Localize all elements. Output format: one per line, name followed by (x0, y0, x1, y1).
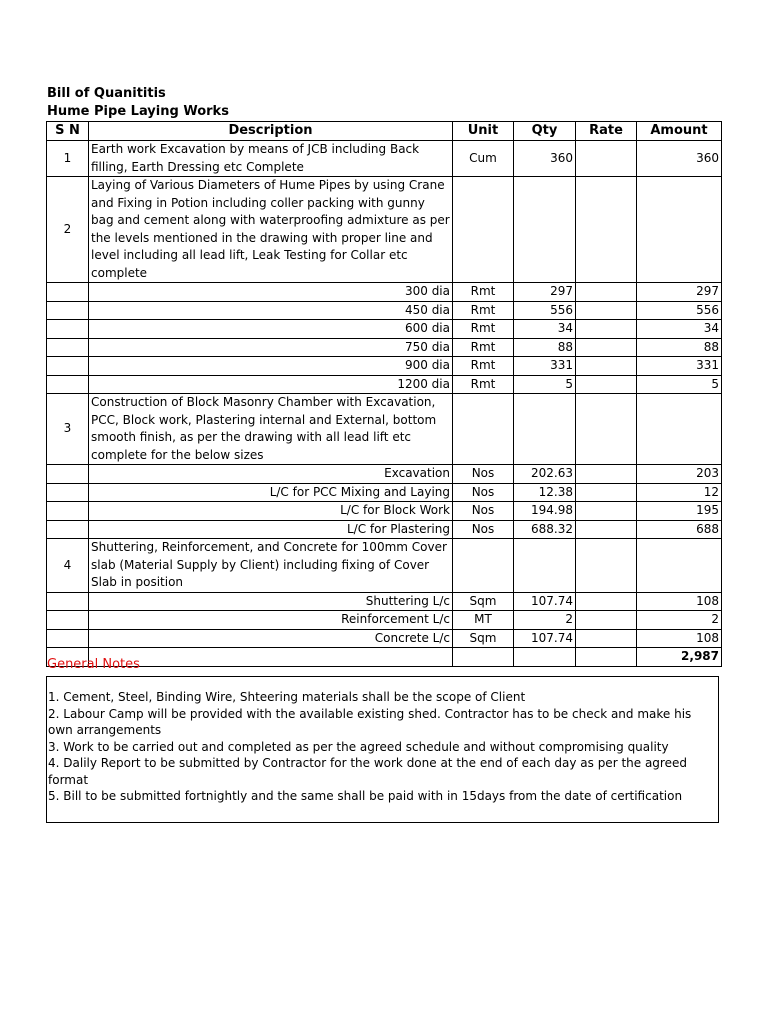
cell-unit: Rmt (453, 320, 514, 339)
cell-unit (453, 539, 514, 593)
cell-rate (576, 539, 637, 593)
table-row (47, 338, 722, 357)
cell-description: Earth work Excavation by means of JCB including Back filling, Earth Dressing etc Complete (89, 141, 453, 177)
table-row (47, 375, 722, 394)
cell-sn (47, 283, 89, 302)
note-item: 1. Cement, Steel, Binding Wire, Shteering materials shall be the scope of Client (48, 690, 526, 704)
cell-sn (47, 520, 89, 539)
cell-unit: Rmt (453, 375, 514, 394)
note-item: 5. Bill to be submitted fortnightly and the same shall be paid with in 15days from the date of certification (48, 789, 683, 803)
cell-sn (47, 375, 89, 394)
cell-rate (576, 520, 637, 539)
cell-unit (453, 177, 514, 283)
table-row (47, 320, 722, 339)
cell-sn (47, 502, 89, 521)
cell-sn: 1 (47, 141, 89, 177)
cell-rate (576, 177, 637, 283)
cell-amount: 297 (637, 283, 722, 302)
column-header-rate: Rate (576, 122, 637, 141)
cell-description: 600 dia (89, 320, 453, 339)
table-row (47, 177, 722, 283)
cell-qty (514, 177, 576, 283)
cell-unit: Sqm (453, 592, 514, 611)
table-row (47, 465, 722, 484)
column-header-sn: S N (47, 122, 89, 141)
cell-description: Reinforcement L/c (89, 611, 453, 630)
table-row (47, 301, 722, 320)
table-header-row (47, 122, 722, 141)
cell-sn (47, 320, 89, 339)
cell-unit: Nos (453, 483, 514, 502)
cell-amount: 88 (637, 338, 722, 357)
cell-sn (47, 338, 89, 357)
table-row (47, 502, 722, 521)
column-header-description: Description (89, 122, 453, 141)
cell-rate (576, 502, 637, 521)
cell-sn (47, 592, 89, 611)
cell-amount: 331 (637, 357, 722, 376)
cell-sn: 2 (47, 177, 89, 283)
cell-amount: 360 (637, 141, 722, 177)
cell-qty: 331 (514, 357, 576, 376)
cell-qty: 5 (514, 375, 576, 394)
table-row (47, 629, 722, 648)
cell-sn (47, 629, 89, 648)
cell-description: 450 dia (89, 301, 453, 320)
cell-sn (47, 301, 89, 320)
column-header-unit: Unit (453, 122, 514, 141)
table-row (47, 357, 722, 376)
cell-unit: Rmt (453, 357, 514, 376)
cell-qty: 107.74 (514, 592, 576, 611)
cell-rate (576, 141, 637, 177)
cell-unit: Sqm (453, 629, 514, 648)
note-item: 2. Labour Camp will be provided with the available existing shed. Contractor has to be check and make his own arrangements (48, 706, 692, 737)
cell-qty: 34 (514, 320, 576, 339)
column-header-qty: Qty (514, 122, 576, 141)
cell-rate (576, 483, 637, 502)
cell-rate (576, 357, 637, 376)
cell-unit: MT (453, 611, 514, 630)
cell-description: 300 dia (89, 283, 453, 302)
table-row (47, 520, 722, 539)
cell-description: L/C for Block Work (89, 502, 453, 521)
cell-unit: Cum (453, 141, 514, 177)
cell-amount: 108 (637, 592, 722, 611)
cell-qty: 297 (514, 283, 576, 302)
cell-rate (576, 338, 637, 357)
cell-amount: 5 (637, 375, 722, 394)
cell-qty: 202.63 (514, 465, 576, 484)
cell-amount: 195 (637, 502, 722, 521)
cell-description: Construction of Block Masonry Chamber with Excavation, PCC, Block work, Plastering internal and External, bottom smooth finish, as per the drawing with all lead lift etc complete for the below sizes (89, 394, 453, 465)
cell-qty: 360 (514, 141, 576, 177)
table-row (47, 539, 722, 593)
cell-unit (453, 648, 514, 667)
cell-unit: Rmt (453, 301, 514, 320)
cell-rate (576, 394, 637, 465)
cell-amount: 12 (637, 483, 722, 502)
cell-rate (576, 611, 637, 630)
cell-sn (47, 483, 89, 502)
cell-description: 900 dia (89, 357, 453, 376)
cell-rate (576, 301, 637, 320)
cell-rate (576, 592, 637, 611)
cell-amount: 34 (637, 320, 722, 339)
cell-unit: Nos (453, 465, 514, 484)
general-notes-box (46, 676, 719, 823)
cell-amount (637, 394, 722, 465)
cell-amount: 203 (637, 465, 722, 484)
cell-unit: Rmt (453, 283, 514, 302)
table-row (47, 592, 722, 611)
table-row (47, 394, 722, 465)
cell-sn (47, 465, 89, 484)
table-row-empty (47, 648, 722, 667)
table-row (47, 283, 722, 302)
cell-rate (576, 283, 637, 302)
cell-qty: 107.74 (514, 629, 576, 648)
cell-amount: 2 (637, 611, 722, 630)
cell-description: Shuttering, Reinforcement, and Concrete for 100mm Cover slab (Material Supply by Client) including fixing of Cover Slab in position (89, 539, 453, 593)
total-amount: 2,987 (637, 648, 722, 667)
cell-unit (453, 394, 514, 465)
cell-qty: 556 (514, 301, 576, 320)
cell-qty: 88 (514, 338, 576, 357)
cell-qty: 2 (514, 611, 576, 630)
document-title: Bill of Quanititis (47, 86, 166, 101)
cell-description (89, 648, 453, 667)
cell-qty: 688.32 (514, 520, 576, 539)
table-row (47, 141, 722, 177)
cell-qty (514, 539, 576, 593)
cell-description: Shuttering L/c (89, 592, 453, 611)
cell-sn: 3 (47, 394, 89, 465)
cell-amount: 688 (637, 520, 722, 539)
cell-sn: 4 (47, 539, 89, 593)
cell-amount (637, 177, 722, 283)
cell-description: L/C for Plastering (89, 520, 453, 539)
cell-unit: Nos (453, 520, 514, 539)
column-header-amount: Amount (637, 122, 722, 141)
boq-table (46, 121, 722, 667)
cell-rate (576, 320, 637, 339)
table-row (47, 483, 722, 502)
general-notes-title: General Notes (47, 657, 140, 672)
cell-description: Laying of Various Diameters of Hume Pipes by using Crane and Fixing in Potion including coller packing with gunny bag and cement along with waterproofing admixture as per the levels mentioned in the drawing with proper line and level including all lead lift, Leak Testing for Collar etc complete (89, 177, 453, 283)
cell-description: Concrete L/c (89, 629, 453, 648)
cell-description: L/C for PCC Mixing and Laying (89, 483, 453, 502)
cell-description: 750 dia (89, 338, 453, 357)
cell-description: Excavation (89, 465, 453, 484)
cell-qty: 12.38 (514, 483, 576, 502)
cell-qty (514, 648, 576, 667)
cell-amount: 108 (637, 629, 722, 648)
note-item: 4. Dalily Report to be submitted by Contractor for the work done at the end of each day as per the agreed format (48, 756, 687, 787)
cell-rate (576, 648, 637, 667)
cell-qty (514, 394, 576, 465)
cell-amount: 556 (637, 301, 722, 320)
cell-rate (576, 629, 637, 648)
cell-rate (576, 375, 637, 394)
cell-unit: Nos (453, 502, 514, 521)
cell-description: 1200 dia (89, 375, 453, 394)
cell-sn (47, 357, 89, 376)
note-item: 3. Work to be carried out and completed as per the agreed schedule and without compromising quality (48, 739, 669, 754)
table-row (47, 611, 722, 630)
cell-unit: Rmt (453, 338, 514, 357)
cell-amount (637, 539, 722, 593)
cell-sn (47, 611, 89, 630)
cell-qty: 194.98 (514, 502, 576, 521)
document-subtitle: Hume Pipe Laying Works (47, 104, 229, 119)
cell-rate (576, 465, 637, 484)
